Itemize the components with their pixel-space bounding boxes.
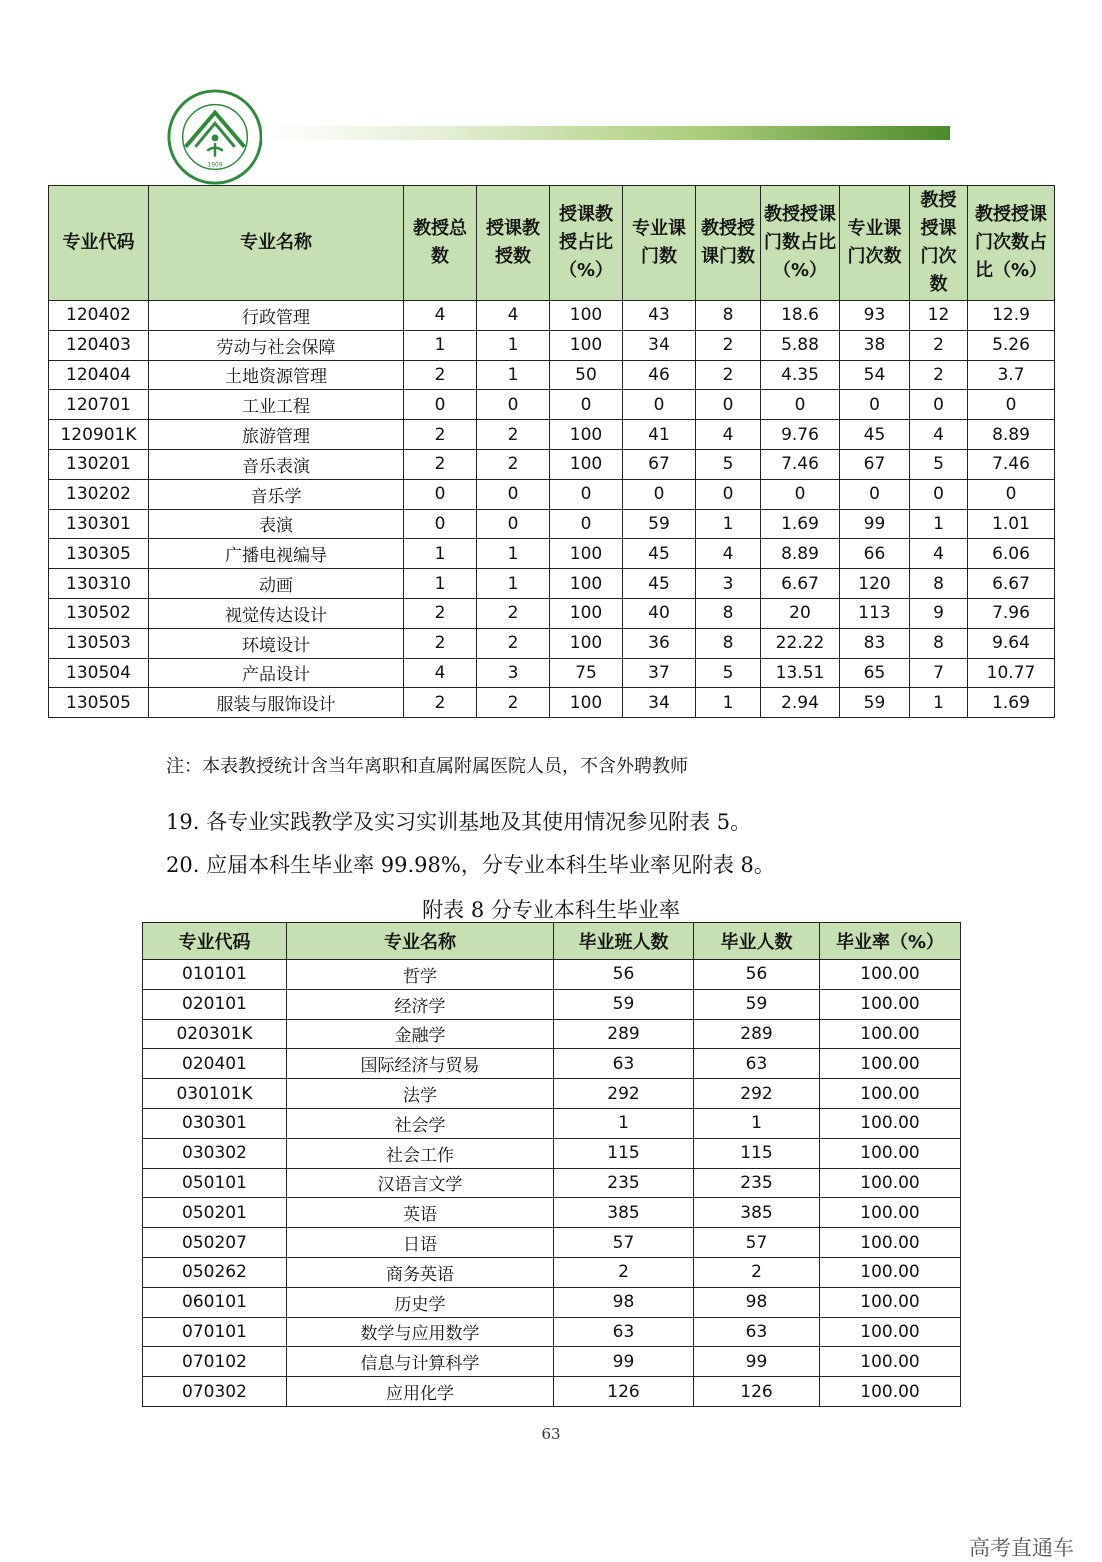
table-cell: 235 (554, 1168, 694, 1198)
table-cell: 36 (623, 628, 696, 658)
university-seal-icon (166, 88, 264, 186)
table-row (49, 509, 1055, 539)
table-cell: 130503 (49, 628, 149, 658)
table-cell: 0 (477, 479, 550, 509)
column-header: 毕业人数 (694, 923, 820, 960)
table-cell: 2 (404, 420, 477, 450)
table-cell: 130504 (49, 658, 149, 688)
table-cell: 113 (840, 598, 910, 628)
table-cell: 050201 (143, 1198, 287, 1228)
table-cell: 99 (554, 1347, 694, 1377)
table-row (143, 1168, 961, 1198)
table-cell: 100 (550, 569, 623, 599)
header-gradient-bar (262, 126, 950, 140)
table-cell: 5 (696, 658, 761, 688)
table-cell: 050262 (143, 1257, 287, 1287)
table-cell: 63 (694, 1049, 820, 1079)
table-cell: 020401 (143, 1049, 287, 1079)
table-row (49, 390, 1055, 420)
page-number: 63 (541, 1425, 561, 1443)
table-cell: 98 (554, 1287, 694, 1317)
table-cell: 0 (477, 509, 550, 539)
table-cell: 4 (404, 658, 477, 688)
table-cell: 060101 (143, 1287, 287, 1317)
table-cell: 5.88 (761, 330, 840, 360)
table-cell: 100 (550, 598, 623, 628)
table-cell: 99 (694, 1347, 820, 1377)
table-cell: 0 (404, 509, 477, 539)
table-cell: 100.00 (820, 1138, 961, 1168)
table-cell: 292 (554, 1079, 694, 1109)
table-cell: 100.00 (820, 1347, 961, 1377)
table-cell: 115 (694, 1138, 820, 1168)
column-header: 授课教授占比（%） (550, 186, 623, 301)
table-cell: 18.6 (761, 301, 840, 331)
table-cell: 130305 (49, 539, 149, 569)
table-cell: 4 (910, 420, 968, 450)
table-cell: 1 (404, 569, 477, 599)
table-cell: 100.00 (820, 1257, 961, 1287)
table-cell: 030101K (143, 1079, 287, 1109)
table-cell: 66 (840, 539, 910, 569)
column-header: 专业名称 (287, 923, 554, 960)
table-cell: 9.76 (761, 420, 840, 450)
table-cell: 289 (694, 1019, 820, 1049)
table-cell: 汉语言文学 (287, 1168, 554, 1198)
table-row (143, 1377, 961, 1407)
table-cell: 8 (910, 569, 968, 599)
table-cell: 表演 (149, 509, 404, 539)
table-cell: 120701 (49, 390, 149, 420)
table-cell: 289 (554, 1019, 694, 1049)
table-cell: 环境设计 (149, 628, 404, 658)
table-cell: 13.51 (761, 658, 840, 688)
table-cell: 2 (404, 628, 477, 658)
table-cell: 2 (477, 449, 550, 479)
table-cell: 历史学 (287, 1287, 554, 1317)
table-cell: 1 (910, 509, 968, 539)
table-row (143, 1138, 961, 1168)
table-cell: 100.00 (820, 1317, 961, 1347)
table-cell: 0 (550, 390, 623, 420)
table-cell: 2 (404, 688, 477, 718)
table-cell: 信息与计算科学 (287, 1347, 554, 1377)
table-cell: 6.67 (968, 569, 1055, 599)
table-cell: 100.00 (820, 1108, 961, 1138)
table-cell: 1 (477, 330, 550, 360)
table-cell: 动画 (149, 569, 404, 599)
table-cell: 75 (550, 658, 623, 688)
table-cell: 应用化学 (287, 1377, 554, 1407)
table-cell: 3 (696, 569, 761, 599)
table-cell: 0 (623, 479, 696, 509)
table-cell: 38 (840, 330, 910, 360)
table-row (143, 1347, 961, 1377)
table-cell: 45 (623, 569, 696, 599)
table-cell: 8.89 (968, 420, 1055, 450)
table-cell: 2 (696, 330, 761, 360)
table-cell: 20 (761, 598, 840, 628)
table-cell: 工业工程 (149, 390, 404, 420)
table-cell: 1 (477, 360, 550, 390)
table-cell: 社会学 (287, 1108, 554, 1138)
table-row (143, 1317, 961, 1347)
table-cell: 63 (554, 1049, 694, 1079)
table-cell: 2 (404, 360, 477, 390)
table-cell: 130502 (49, 598, 149, 628)
table-cell: 2 (910, 360, 968, 390)
table-cell: 100 (550, 420, 623, 450)
table-cell: 120402 (49, 301, 149, 331)
table-cell: 劳动与社会保障 (149, 330, 404, 360)
table-caption: 附表 8 分专业本科生毕业率 (422, 898, 680, 922)
table-row (143, 989, 961, 1019)
table-cell: 2 (694, 1257, 820, 1287)
table-row (49, 688, 1055, 718)
table-cell: 100.00 (820, 1168, 961, 1198)
column-header: 专业课门次数 (840, 186, 910, 301)
table-row (143, 1257, 961, 1287)
table-cell: 10.77 (968, 658, 1055, 688)
table-cell: 130201 (49, 449, 149, 479)
paragraph-19: 19. 各专业实践教学及实习实训基地及其使用情况参见附表 5。 (166, 810, 752, 834)
column-header: 专业课门数 (623, 186, 696, 301)
table-cell: 7.46 (968, 449, 1055, 479)
table-cell: 0 (550, 509, 623, 539)
table-cell: 100 (550, 449, 623, 479)
table-cell: 4 (696, 539, 761, 569)
table-cell: 1 (696, 688, 761, 718)
table-cell: 1 (404, 330, 477, 360)
table-cell: 1 (554, 1108, 694, 1138)
table-cell: 57 (554, 1228, 694, 1258)
table-cell: 国际经济与贸易 (287, 1049, 554, 1079)
table-cell: 120403 (49, 330, 149, 360)
table-cell: 46 (623, 360, 696, 390)
table-row (143, 1287, 961, 1317)
table-cell: 0 (968, 479, 1055, 509)
table-row (49, 598, 1055, 628)
table-row (49, 360, 1055, 390)
table-header-row (49, 186, 1055, 301)
table-cell: 100 (550, 539, 623, 569)
table-cell: 3 (477, 658, 550, 688)
table-cell: 57 (694, 1228, 820, 1258)
table-row (143, 1228, 961, 1258)
column-header: 毕业率（%） (820, 923, 961, 960)
column-header: 教授授课门数 (696, 186, 761, 301)
table-cell: 2 (477, 688, 550, 718)
table-cell: 0 (550, 479, 623, 509)
table-cell: 235 (694, 1168, 820, 1198)
table-cell: 1 (910, 688, 968, 718)
table-cell: 070101 (143, 1317, 287, 1347)
table-cell: 120 (840, 569, 910, 599)
table-cell: 98 (694, 1287, 820, 1317)
table-cell: 130505 (49, 688, 149, 718)
column-header: 毕业班人数 (554, 923, 694, 960)
table-cell: 385 (554, 1198, 694, 1228)
table-cell: 54 (840, 360, 910, 390)
table-row (49, 330, 1055, 360)
column-header: 教授授课门次数占比（%） (968, 186, 1055, 301)
table-cell: 0 (696, 390, 761, 420)
table-cell: 070302 (143, 1377, 287, 1407)
table-cell: 99 (840, 509, 910, 539)
table-cell: 社会工作 (287, 1138, 554, 1168)
table-cell: 1 (477, 539, 550, 569)
table-cell: 行政管理 (149, 301, 404, 331)
table-cell: 45 (623, 539, 696, 569)
table-cell: 音乐表演 (149, 449, 404, 479)
table-cell: 100.00 (820, 989, 961, 1019)
table-cell: 8 (696, 628, 761, 658)
table-cell: 63 (694, 1317, 820, 1347)
table-cell: 63 (554, 1317, 694, 1347)
table-cell: 1.69 (968, 688, 1055, 718)
table-cell: 100.00 (820, 1198, 961, 1228)
table-cell: 40 (623, 598, 696, 628)
column-header: 专业代码 (49, 186, 149, 301)
table-cell: 7.46 (761, 449, 840, 479)
table-cell: 67 (840, 449, 910, 479)
table-cell: 8 (910, 628, 968, 658)
table-cell: 12 (910, 301, 968, 331)
table-cell: 0 (910, 479, 968, 509)
table-cell: 产品设计 (149, 658, 404, 688)
table-row (49, 628, 1055, 658)
column-header: 教授授课门次数 (910, 186, 968, 301)
table-cell: 0 (910, 390, 968, 420)
table-row (143, 1019, 961, 1049)
column-header: 专业代码 (143, 923, 287, 960)
table-cell: 4.35 (761, 360, 840, 390)
table-row (143, 1108, 961, 1138)
professor-teaching-table (48, 185, 1055, 718)
table-cell: 126 (694, 1377, 820, 1407)
table-row (49, 569, 1055, 599)
table-row (143, 960, 961, 990)
table-cell: 4 (696, 420, 761, 450)
table-cell: 7.96 (968, 598, 1055, 628)
column-header: 教授授课门数占比（%） (761, 186, 840, 301)
table-cell: 41 (623, 420, 696, 450)
table-cell: 070102 (143, 1347, 287, 1377)
table-cell: 3.7 (968, 360, 1055, 390)
table-cell: 数学与应用数学 (287, 1317, 554, 1347)
table-cell: 英语 (287, 1198, 554, 1228)
table-cell: 100.00 (820, 1079, 961, 1109)
table-cell: 130310 (49, 569, 149, 599)
table-row (49, 449, 1055, 479)
table-cell: 2 (696, 360, 761, 390)
table-cell: 59 (554, 989, 694, 1019)
table-cell: 广播电视编导 (149, 539, 404, 569)
table-cell: 6.06 (968, 539, 1055, 569)
table-row (143, 1198, 961, 1228)
table-cell: 100 (550, 628, 623, 658)
table-cell: 59 (840, 688, 910, 718)
table-cell: 8 (696, 598, 761, 628)
table-cell: 哲学 (287, 960, 554, 990)
table-cell: 5 (910, 449, 968, 479)
table-cell: 34 (623, 330, 696, 360)
table-cell: 020301K (143, 1019, 287, 1049)
table-row (49, 420, 1055, 450)
table-cell: 4 (477, 301, 550, 331)
table-cell: 旅游管理 (149, 420, 404, 450)
table-note: 注：本表教授统计含当年离职和直属附属医院人员，不含外聘教师 (166, 756, 688, 777)
table-cell: 030302 (143, 1138, 287, 1168)
table-cell: 120901K (49, 420, 149, 450)
table-cell: 5 (696, 449, 761, 479)
table-cell: 0 (840, 479, 910, 509)
table-row (49, 479, 1055, 509)
table-cell: 0 (968, 390, 1055, 420)
table-cell: 1.01 (968, 509, 1055, 539)
table-cell: 2 (404, 449, 477, 479)
table-cell: 020101 (143, 989, 287, 1019)
table-cell: 2 (404, 598, 477, 628)
table-cell: 59 (623, 509, 696, 539)
table-cell: 100.00 (820, 960, 961, 990)
graduation-rate-table (142, 922, 961, 1407)
table-cell: 0 (477, 390, 550, 420)
table-header-row (143, 923, 961, 960)
table-cell: 100.00 (820, 1287, 961, 1317)
table-cell: 120404 (49, 360, 149, 390)
table-cell: 43 (623, 301, 696, 331)
table-cell: 100.00 (820, 1228, 961, 1258)
table-cell: 100 (550, 301, 623, 331)
table-row (143, 1049, 961, 1079)
table-cell: 22.22 (761, 628, 840, 658)
table-cell: 1 (694, 1108, 820, 1138)
table-cell: 100.00 (820, 1019, 961, 1049)
table-cell: 0 (696, 479, 761, 509)
table-cell: 030301 (143, 1108, 287, 1138)
paragraph-20: 20. 应届本科生毕业率 99.98%，分专业本科生毕业率见附表 8。 (166, 853, 775, 877)
table-cell: 100 (550, 330, 623, 360)
table-cell: 8.89 (761, 539, 840, 569)
table-cell: 2 (554, 1257, 694, 1287)
column-header: 专业名称 (149, 186, 404, 301)
table-cell: 9 (910, 598, 968, 628)
table-cell: 0 (761, 390, 840, 420)
table-cell: 2 (477, 420, 550, 450)
column-header: 教授总数 (404, 186, 477, 301)
table-cell: 385 (694, 1198, 820, 1228)
table-cell: 292 (694, 1079, 820, 1109)
table-cell: 1.69 (761, 509, 840, 539)
svg-text:1909: 1909 (207, 162, 223, 169)
table-cell: 1 (696, 509, 761, 539)
table-row (143, 1079, 961, 1109)
table-cell: 4 (404, 301, 477, 331)
table-cell: 83 (840, 628, 910, 658)
table-cell: 经济学 (287, 989, 554, 1019)
table-cell: 130202 (49, 479, 149, 509)
table-cell: 050207 (143, 1228, 287, 1258)
table-cell: 115 (554, 1138, 694, 1168)
table-row (49, 658, 1055, 688)
table-row (49, 301, 1055, 331)
table-cell: 0 (761, 479, 840, 509)
table-cell: 59 (694, 989, 820, 1019)
table-cell: 音乐学 (149, 479, 404, 509)
column-header: 授课教授数 (477, 186, 550, 301)
table-cell: 服装与服饰设计 (149, 688, 404, 718)
table-cell: 土地资源管理 (149, 360, 404, 390)
table-cell: 日语 (287, 1228, 554, 1258)
table-cell: 法学 (287, 1079, 554, 1109)
table-row (49, 539, 1055, 569)
table-cell: 0 (623, 390, 696, 420)
table-cell: 0 (404, 479, 477, 509)
table-cell: 45 (840, 420, 910, 450)
table-cell: 2 (477, 598, 550, 628)
table-cell: 金融学 (287, 1019, 554, 1049)
table-cell: 100 (550, 688, 623, 718)
table-cell: 1 (404, 539, 477, 569)
table-cell: 1 (477, 569, 550, 599)
table-cell: 37 (623, 658, 696, 688)
table-cell: 50 (550, 360, 623, 390)
table-cell: 050101 (143, 1168, 287, 1198)
table-cell: 126 (554, 1377, 694, 1407)
table-cell: 2 (477, 628, 550, 658)
table-cell: 93 (840, 301, 910, 331)
table-cell: 视觉传达设计 (149, 598, 404, 628)
table-cell: 65 (840, 658, 910, 688)
table-cell: 34 (623, 688, 696, 718)
table-cell: 2 (910, 330, 968, 360)
watermark: 高考直通车 (969, 1536, 1074, 1560)
table-cell: 56 (554, 960, 694, 990)
table-cell: 130301 (49, 509, 149, 539)
table-cell: 100.00 (820, 1049, 961, 1079)
table-cell: 12.9 (968, 301, 1055, 331)
table-cell: 7 (910, 658, 968, 688)
table-cell: 6.67 (761, 569, 840, 599)
table-cell: 商务英语 (287, 1257, 554, 1287)
table-cell: 010101 (143, 960, 287, 990)
table-cell: 0 (840, 390, 910, 420)
table-cell: 0 (404, 390, 477, 420)
table-cell: 67 (623, 449, 696, 479)
table-cell: 4 (910, 539, 968, 569)
table-cell: 9.64 (968, 628, 1055, 658)
table-cell: 5.26 (968, 330, 1055, 360)
table-cell: 2.94 (761, 688, 840, 718)
table-cell: 100.00 (820, 1377, 961, 1407)
table-cell: 8 (696, 301, 761, 331)
table-cell: 56 (694, 960, 820, 990)
